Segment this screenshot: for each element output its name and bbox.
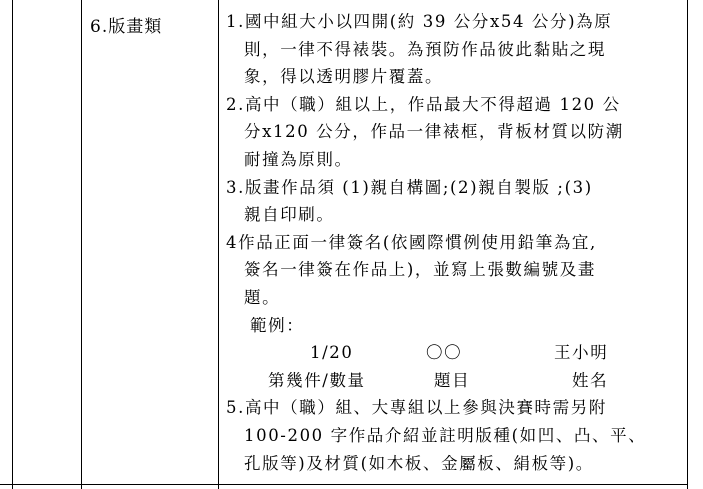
rule-line: 100-200 字作品介紹並註明版種(如凹、凸、平、 [244,425,647,445]
example-label: 範例： [250,315,305,335]
rule-line: 孔版等)及材質(如木板、金屬板、絹板等)。 [244,453,594,473]
rule-line: 4作品正面一律簽名(依國際慣例使用鉛筆為宜, [226,232,597,252]
rule-line: 親自印刷。 [244,205,335,225]
caption-title: 題目 [434,370,471,390]
example-number: 1/20 [310,343,354,363]
rule-line: 3.版畫作品須 (1)親自構圖;(2)親自製版 ;(3) [226,177,593,197]
table-right-border [687,0,688,489]
example-block [226,312,676,395]
rule-line: 簽名一律簽在作品上)，並寫上張數編號及畫 [244,260,596,280]
rule-line: 象，得以透明膠片覆蓋。 [244,67,444,87]
example-name: 王小明 [554,343,609,363]
table-left-border [12,0,13,489]
rule-1 [226,8,676,91]
category-label: 6.版畫類 [90,17,163,37]
rule-3 [226,174,676,229]
rule-line: 1.國中組大小以四開(約 39 公分x54 公分)為原 [226,12,613,31]
rule-line: 2.高中（職）組以上，作品最大不得超過 120 公 [226,94,621,114]
example-title: 〇〇 [426,343,463,363]
rule-2 [226,91,676,174]
table-bottom-border [0,484,688,485]
rule-5 [226,394,676,477]
table-column-divider-2 [218,0,219,489]
example-values-row [226,339,676,367]
caption-number: 第幾件/數量 [268,370,366,390]
rule-line: 分x120 公分，作品一律裱框，背板材質以防潮 [244,122,624,142]
rule-line: 5.高中（職）組、大專組以上參與決賽時需另附 [226,398,607,418]
rules-cell [226,8,676,477]
rule-line: 題。 [244,287,281,307]
rule-line: 則，一律不得裱裝。為預防作品彼此黏貼之現 [244,39,606,59]
rule-line: 耐撞為原則。 [244,149,353,169]
example-captions-row [226,367,676,395]
rule-4 [226,229,676,312]
caption-name: 姓名 [572,370,609,390]
table-column-divider-1 [81,0,82,489]
